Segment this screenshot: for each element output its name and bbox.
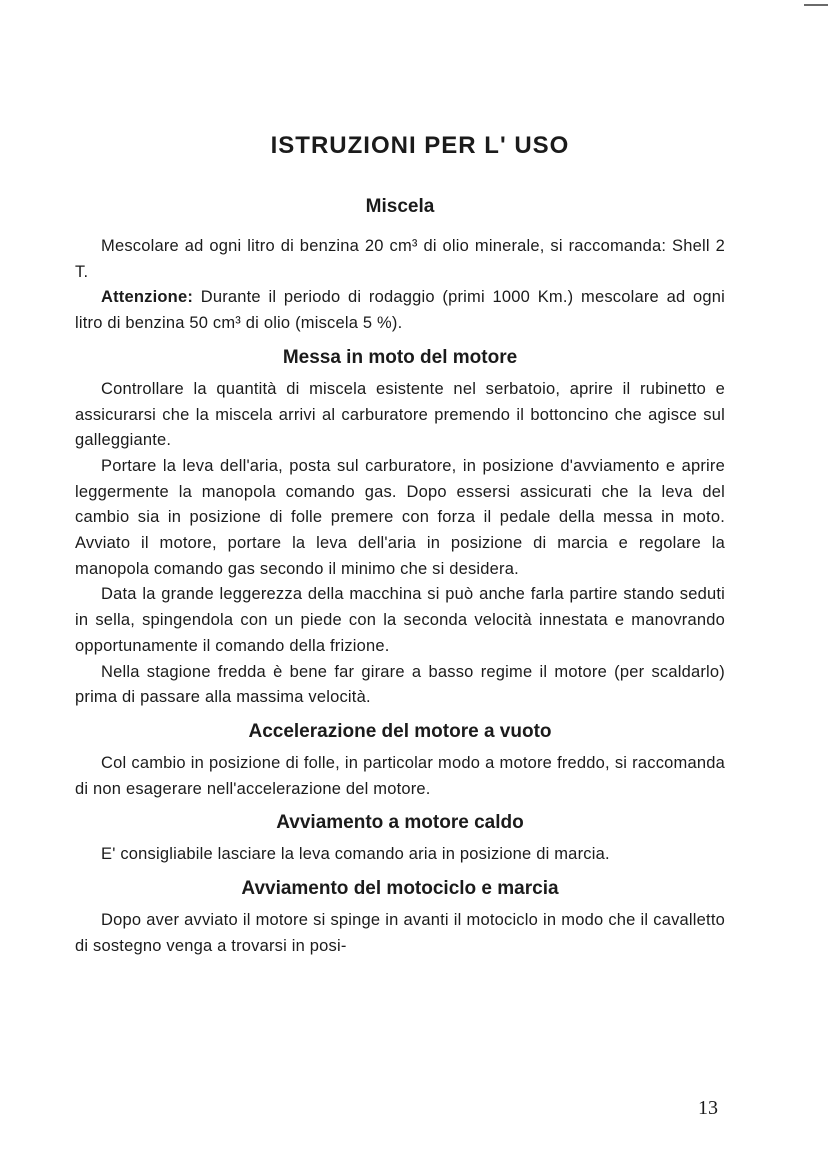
attention-text: Durante il periodo di rodaggio (primi 1000 Km.) mescolare ad ogni litro di benzina 50 cm³ di olio (miscela 5 %). <box>75 288 725 333</box>
paragraph-messa-in-moto-2: Portare la leva dell'aria, posta sul carburatore, in posizione d'avviamento e aprire leggermente la manopola comando gas. Dopo essersi assicurati che la leva del cambio sia in posizione di folle premere con forza il pedale della messa in moto. Avviato il motore, portare la leva dell'aria in posizione di marcia e regolare la manopola comando gas secondo il minimo che si desidera. <box>75 456 725 578</box>
attention-label: Attenzione: <box>101 288 194 307</box>
paragraph-messa-in-moto-3: Data la grande leggerezza della macchina si può anche farla partire stando seduti in sella, spingendola con un piede con la seconda velocità innestata e manovrando opportunamente il comando della frizione. <box>75 585 725 655</box>
paragraph-avviamento-caldo: E' consigliabile lasciare la leva comando aria in posizione di marcia. <box>101 845 610 864</box>
paragraph-messa-in-moto-4: Nella stagione fredda è bene far girare a basso regime il motore (per scaldarlo) prima di passare alla massima velocità. <box>75 662 725 707</box>
page-edge-mark <box>804 4 828 6</box>
page-content <box>75 192 725 959</box>
heading-accelerazione: Accelerazione del motore a vuoto <box>248 720 552 742</box>
paragraph-avviamento-marcia: Dopo aver avviato il motore si spinge in avanti il motociclo in modo che il cavalletto di sostegno venga a trovarsi in posi- <box>75 911 725 955</box>
heading-avviamento-caldo: Avviamento a motore caldo <box>276 812 524 834</box>
heading-miscela: Miscela <box>365 196 435 217</box>
paragraph-miscela-1: Mescolare ad ogni litro di benzina 20 cm³ di olio minerale, si raccomanda: Shell 2 T. <box>75 237 725 281</box>
page-number: 13 <box>698 1097 718 1119</box>
paragraph-accelerazione: Col cambio in posizione di folle, in particolar modo a motore freddo, si raccomanda di non esagerare nell'accelerazione del motore. <box>75 753 725 798</box>
page-title: ISTRUZIONI PER L' USO <box>270 132 570 160</box>
heading-avviamento-marcia: Avviamento del motociclo e marcia <box>241 878 559 900</box>
heading-messa-in-moto: Messa in moto del motore <box>282 346 518 368</box>
paragraph-messa-in-moto-1: Controllare la quantità di miscela esistente nel serbatoio, aprire il rubinetto e assicurarsi che la miscela arrivi al carburatore premendo il bottoncino che agisce sul galleggiante. <box>75 379 725 450</box>
paragraph-miscela-2 <box>75 285 725 336</box>
